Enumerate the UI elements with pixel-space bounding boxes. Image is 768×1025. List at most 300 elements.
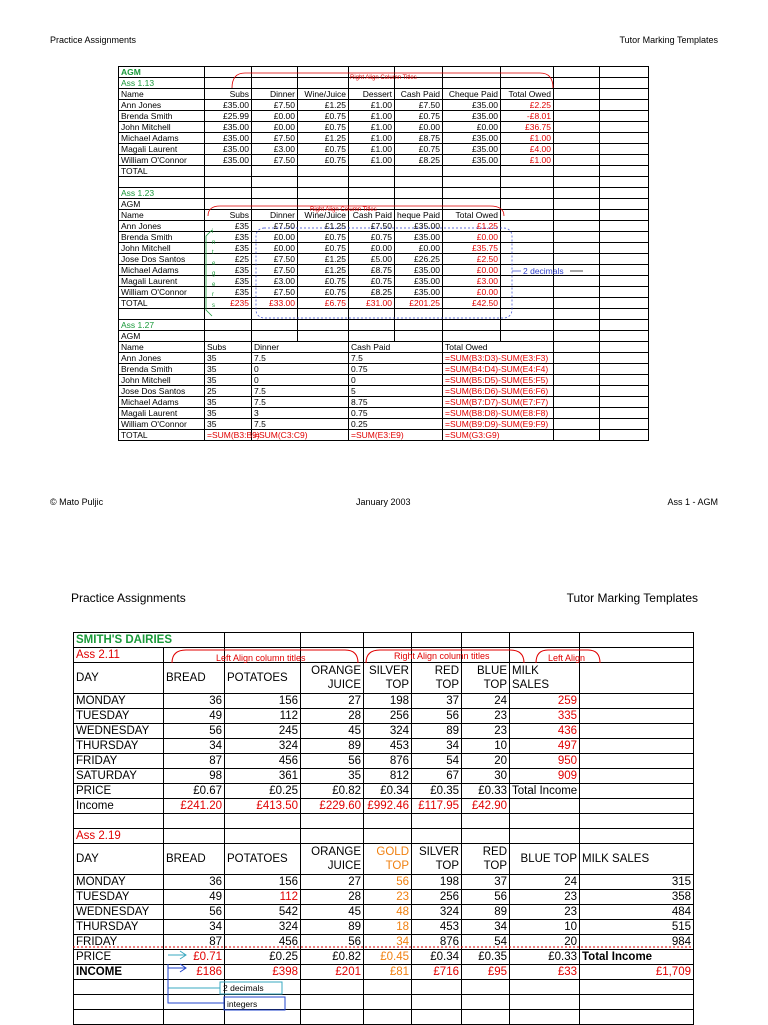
empty-cell: [554, 133, 600, 144]
empty-cell: [164, 995, 225, 1010]
p2-day: FRIDAY: [74, 935, 164, 950]
header-row: [74, 844, 694, 875]
t3-cell: William O'Connor: [119, 419, 205, 430]
t2-cell: £7.50: [252, 221, 298, 232]
empty-cell: [349, 166, 395, 177]
empty-cell: [554, 78, 600, 89]
p2-t1-price: £0.25: [225, 784, 301, 799]
t3-cell: 7.5: [252, 419, 349, 430]
table-row: [119, 122, 649, 133]
p2-t2-income: £716: [412, 965, 462, 980]
t2-cell: £2.50: [443, 254, 501, 265]
empty-cell: [554, 287, 600, 298]
empty-cell: [554, 309, 600, 320]
empty-cell: [298, 331, 349, 342]
t2-cell: £7.50: [252, 254, 298, 265]
t1-cell: £0.00: [252, 122, 298, 133]
t2-col-header: Subs: [205, 210, 252, 221]
header-row: [74, 663, 694, 694]
p2-t1-col-header: RED TOP: [412, 663, 462, 694]
t2-col-header: Name: [119, 210, 205, 221]
t3-cell: 3: [252, 408, 349, 419]
t3-cell: 35: [205, 375, 252, 386]
p2-t1-col-header: MILK SALES: [510, 663, 580, 694]
p2-t1-cell: 54: [412, 754, 462, 769]
t1-cell: £7.50: [395, 100, 443, 111]
empty-cell: [554, 177, 600, 188]
p2-t2-col-header: BLUE TOP: [510, 844, 580, 875]
empty-cell: [554, 144, 600, 155]
p2-t1-cell: 49: [164, 709, 225, 724]
table-row: [119, 276, 649, 287]
empty-cell: [600, 243, 649, 254]
empty-cell: [501, 67, 554, 78]
t3-total-cell: =SUM(C3:C9): [252, 430, 349, 441]
empty-cell: [298, 320, 349, 331]
p2-t1-cell: 456: [225, 754, 301, 769]
empty-cell: [364, 980, 412, 995]
table-row: [119, 155, 649, 166]
empty-cell: [443, 67, 501, 78]
row: [74, 829, 694, 844]
empty-cell: [412, 633, 462, 648]
vertical-letter: r: [212, 292, 214, 298]
blank-row: [74, 995, 694, 1010]
p2-t2-cell: 45: [301, 905, 364, 920]
empty-cell: [501, 331, 554, 342]
empty-cell: [600, 320, 649, 331]
p2-t1-price: £0.35: [412, 784, 462, 799]
p2-t2-cell: 49: [164, 890, 225, 905]
header-row: [119, 210, 649, 221]
t3-cell: =SUM(B4:D4)-SUM(E4:F4): [443, 364, 554, 375]
p2-t2-cell: 515: [580, 920, 694, 935]
empty-cell: [554, 364, 600, 375]
empty-cell: [462, 829, 510, 844]
empty-cell: [554, 430, 600, 441]
p2-t1-cell: 361: [225, 769, 301, 784]
empty-cell: [74, 980, 164, 995]
table-row: [119, 430, 649, 441]
table-row: [119, 287, 649, 298]
vertical-letter: e: [212, 281, 216, 288]
t3-cell: 35: [205, 419, 252, 430]
table-row: [119, 111, 649, 122]
t2-cell: £8.75: [349, 265, 395, 276]
p2-t1-cell: 259: [510, 694, 580, 709]
p2-t1-cell: 198: [364, 694, 412, 709]
p2-day: TUESDAY: [74, 890, 164, 905]
t1-name: Brenda Smith: [119, 111, 205, 122]
t1-cell: £0.75: [298, 144, 349, 155]
t1-cell: -£8.01: [501, 111, 554, 122]
empty-cell: [205, 188, 252, 199]
total-row: [119, 298, 649, 309]
p2-t2-income: £81: [364, 965, 412, 980]
t3-cell: =SUM(B7:D7)-SUM(E7:F7): [443, 397, 554, 408]
t2-decimals-note: 2 decimals: [523, 266, 564, 276]
p2-t1-price: Total Income: [510, 784, 580, 799]
empty-cell: [600, 188, 649, 199]
t2-name: Ann Jones: [119, 221, 205, 232]
total-row: [119, 166, 649, 177]
empty-cell: [252, 309, 298, 320]
t3-cell: 0: [252, 364, 349, 375]
empty-cell: [501, 287, 554, 298]
empty-cell: [252, 166, 298, 177]
empty-cell: [554, 210, 600, 221]
t1-cell: £0.75: [395, 144, 443, 155]
empty-cell: [554, 243, 600, 254]
t1-cell: £25.99: [205, 111, 252, 122]
p2-t1-cell: 245: [225, 724, 301, 739]
empty-cell: [600, 265, 649, 276]
t2-col-header: Cash Paid: [349, 210, 395, 221]
empty-cell: [580, 799, 694, 814]
empty-cell: [462, 633, 510, 648]
t3-cell: 0: [349, 375, 443, 386]
empty-cell: [554, 155, 600, 166]
t1-cell: £35.00: [443, 155, 501, 166]
p2-t1-col-header: POTATOES: [225, 663, 301, 694]
p2-decimals-note: 2 decimals: [223, 983, 264, 993]
p2-t2-cell: 358: [580, 890, 694, 905]
p2-t2-col-header: GOLD TOP: [364, 844, 412, 875]
p2-t1-cell: 36: [164, 694, 225, 709]
p2-t1-label: Ass 2.11: [74, 648, 164, 663]
t2-cell: £0.75: [298, 276, 349, 287]
empty-cell: [580, 648, 694, 663]
p2-t2-cell: 315: [580, 875, 694, 890]
empty-cell: [462, 980, 510, 995]
table-row: [74, 890, 694, 905]
t1-cell: £35.00: [443, 111, 501, 122]
empty-cell: [600, 254, 649, 265]
p2-t1-cell: 436: [510, 724, 580, 739]
empty-cell: [600, 177, 649, 188]
empty-cell: [412, 995, 462, 1010]
p2-t1-cell: 67: [412, 769, 462, 784]
empty-cell: [252, 188, 298, 199]
empty-cell: [252, 331, 298, 342]
empty-cell: [301, 814, 364, 829]
row: [119, 331, 649, 342]
p2-t2-income: £1,709: [580, 965, 694, 980]
t1-cell: £36.75: [501, 122, 554, 133]
t1-cell: £35.00: [443, 100, 501, 111]
empty-cell: [349, 331, 395, 342]
t3-col-header: Subs: [205, 342, 252, 353]
p2-t1-cell: 56: [412, 709, 462, 724]
p2-day: THURSDAY: [74, 920, 164, 935]
p2-t2-cell: 256: [412, 890, 462, 905]
income-row: [74, 799, 694, 814]
p2-t1-cell: 23: [462, 709, 510, 724]
t1-col-header: Dinner: [252, 89, 298, 100]
empty-cell: [501, 320, 554, 331]
table-row: [74, 709, 694, 724]
t3-cell: 25: [205, 386, 252, 397]
empty-cell: [554, 188, 600, 199]
empty-cell: [600, 210, 649, 221]
t2-total-cell: TOTAL: [119, 298, 205, 309]
empty-cell: [252, 177, 298, 188]
empty-cell: [554, 100, 600, 111]
blank-row: [119, 309, 649, 320]
empty-cell: [510, 829, 580, 844]
t2-cell: £35: [205, 221, 252, 232]
table-row: [74, 920, 694, 935]
p2-t2-cell: 324: [412, 905, 462, 920]
empty-cell: [554, 254, 600, 265]
p2-t1-cell: 950: [510, 754, 580, 769]
t2-name: Michael Adams: [119, 265, 205, 276]
empty-cell: [554, 232, 600, 243]
empty-cell: [554, 166, 600, 177]
t3-total-cell: TOTAL: [119, 430, 205, 441]
p2-t2-cell: 54: [462, 935, 510, 950]
p2-t2-label: Ass 2.19: [74, 829, 164, 844]
t2-cell: £7.50: [252, 287, 298, 298]
empty-cell: [225, 814, 301, 829]
t1-col-header: Dessert: [349, 89, 395, 100]
t3-cell: 35: [205, 397, 252, 408]
t1-cell: £1.00: [349, 122, 395, 133]
empty-cell: [252, 199, 298, 210]
t2-cell: £5.00: [349, 254, 395, 265]
p2-t2-cell: 37: [462, 875, 510, 890]
p2-t1-cell: 453: [364, 739, 412, 754]
empty-cell: [225, 633, 301, 648]
p2-t1-cell: 28: [301, 709, 364, 724]
empty-cell: [164, 980, 225, 995]
t3-cell: 35: [205, 408, 252, 419]
empty-cell: [554, 397, 600, 408]
p2-t2-cell: 156: [225, 875, 301, 890]
t3-cell: 35: [205, 364, 252, 375]
t1-name: Michael Adams: [119, 133, 205, 144]
t3-total-cell: =SUM(E3:E9): [349, 430, 443, 441]
table-row: [119, 353, 649, 364]
t1-name: William O'Connor: [119, 155, 205, 166]
empty-cell: [510, 980, 580, 995]
empty-cell: [580, 995, 694, 1010]
empty-cell: [554, 111, 600, 122]
empty-cell: [443, 331, 501, 342]
empty-cell: [205, 331, 252, 342]
t3-cell: Michael Adams: [119, 397, 205, 408]
empty-cell: [501, 177, 554, 188]
t1-cell: £35.00: [205, 133, 252, 144]
p2-t2-cell: 542: [225, 905, 301, 920]
t2-cell: £35.00: [395, 232, 443, 243]
t3-cell: Jose Dos Santos: [119, 386, 205, 397]
p2-t1-cell: 34: [164, 739, 225, 754]
empty-cell: [501, 232, 554, 243]
p2-t2-cell: 198: [412, 875, 462, 890]
p2-t1-income: £229.60: [301, 799, 364, 814]
empty-cell: [501, 243, 554, 254]
vertical-letter: s: [212, 302, 215, 309]
t3-cell: John Mitchell: [119, 375, 205, 386]
p2-t1-income: £241.20: [164, 799, 225, 814]
t1-cell: £35.00: [205, 155, 252, 166]
p2-t2-price: £0.35: [462, 950, 510, 965]
empty-cell: [501, 309, 554, 320]
vertical-letter: g: [212, 271, 216, 277]
p2-t1-cell: 45: [301, 724, 364, 739]
empty-cell: [501, 199, 554, 210]
t2-name: John Mitchell: [119, 243, 205, 254]
p2-t1-cell: 909: [510, 769, 580, 784]
empty-cell: [252, 320, 298, 331]
empty-cell: [580, 739, 694, 754]
t1-cell: £1.25: [298, 133, 349, 144]
t1-cell: £8.25: [395, 155, 443, 166]
empty-cell: [349, 320, 395, 331]
p2-t2-col-header: MILK SALES: [580, 844, 694, 875]
t1-cell: £35.00: [205, 144, 252, 155]
empty-cell: [554, 221, 600, 232]
empty-cell: [364, 829, 412, 844]
t1-name: Ann Jones: [119, 100, 205, 111]
p2-t2-cell: 453: [412, 920, 462, 935]
p2-t2-cell: 23: [510, 905, 580, 920]
empty-cell: [205, 166, 252, 177]
t1-cell: £1.00: [501, 133, 554, 144]
p2-t2-income: £398: [225, 965, 301, 980]
t3-cell: 7.5: [252, 397, 349, 408]
empty-cell: [395, 320, 443, 331]
p2-t2-cell: 484: [580, 905, 694, 920]
t2-cell: £1.25: [298, 254, 349, 265]
row: [119, 188, 649, 199]
empty-cell: [580, 663, 694, 694]
row: [119, 320, 649, 331]
p2-t2-cell: 36: [164, 875, 225, 890]
table-row: [74, 875, 694, 890]
empty-cell: [554, 320, 600, 331]
empty-cell: [600, 122, 649, 133]
p2-t1-price: £0.67: [164, 784, 225, 799]
empty-cell: [600, 298, 649, 309]
table-row: [119, 254, 649, 265]
empty-cell: [600, 397, 649, 408]
p2-t2-cell: 20: [510, 935, 580, 950]
t3-cell: 7.5: [252, 386, 349, 397]
t3-cell: 7.5: [252, 353, 349, 364]
empty-cell: [600, 166, 649, 177]
empty-cell: [554, 386, 600, 397]
t1-cell: £1.00: [349, 100, 395, 111]
empty-cell: [462, 1010, 510, 1025]
t2-cell: £3.00: [443, 276, 501, 287]
p2-t2-cell: 89: [462, 905, 510, 920]
p2-t2-income: £95: [462, 965, 510, 980]
t2-cell: £35: [205, 232, 252, 243]
t2-cell: £1.25: [298, 221, 349, 232]
empty-cell: [252, 78, 298, 89]
t2-cell: £35: [205, 287, 252, 298]
empty-cell: [412, 980, 462, 995]
empty-cell: [501, 78, 554, 89]
t1-cell: £0.00: [443, 122, 501, 133]
p2-day: WEDNESDAY: [74, 724, 164, 739]
p2-t1-cell: 56: [301, 754, 364, 769]
p2-t1-col-header: DAY: [74, 663, 164, 694]
t2-cell: £0.00: [443, 287, 501, 298]
empty-cell: [205, 309, 252, 320]
t1-cell: £1.25: [298, 100, 349, 111]
t2-cell: £0.00: [443, 232, 501, 243]
empty-cell: [501, 166, 554, 177]
row: [74, 648, 694, 663]
p2-t1-col-header: BREAD: [164, 663, 225, 694]
empty-cell: [164, 1010, 225, 1025]
empty-cell: [510, 1010, 580, 1025]
t1-cell: £2.25: [501, 100, 554, 111]
t1-cell: £35.00: [205, 100, 252, 111]
table-row: [119, 408, 649, 419]
empty-cell: [600, 276, 649, 287]
empty-cell: [298, 78, 349, 89]
empty-cell: [580, 980, 694, 995]
p2-t2-cell: 34: [462, 920, 510, 935]
empty-cell: [600, 89, 649, 100]
income-row: [74, 965, 694, 980]
empty-cell: [600, 67, 649, 78]
empty-cell: [119, 309, 205, 320]
p2-t2-cell: 34: [164, 920, 225, 935]
t2-total-cell: £33.00: [252, 298, 298, 309]
empty-cell: [443, 320, 501, 331]
t3-cell: Magali Laurent: [119, 408, 205, 419]
t2-label: Ass 1.23: [119, 188, 205, 199]
empty-cell: [501, 298, 554, 309]
t2-total-cell: £31.00: [349, 298, 395, 309]
t3-cell: =SUM(B8:D8)-SUM(E8:F8): [443, 408, 554, 419]
p2-t2-cell: 23: [510, 890, 580, 905]
p2-t2-cell: 24: [510, 875, 580, 890]
empty-cell: [501, 276, 554, 287]
empty-cell: [600, 287, 649, 298]
p2-day: THURSDAY: [74, 739, 164, 754]
empty-cell: [364, 814, 412, 829]
blank-row: [74, 1010, 694, 1025]
p2-t2-price: £0.82: [301, 950, 364, 965]
empty-cell: [443, 199, 501, 210]
t3-cell: =SUM(B9:D9)-SUM(E9:F9): [443, 419, 554, 430]
t3-col-header: Cash Paid: [349, 342, 443, 353]
p2-t1-cell: 23: [462, 724, 510, 739]
empty-cell: [554, 375, 600, 386]
t1-col-header: Cash Paid: [395, 89, 443, 100]
empty-cell: [301, 995, 364, 1010]
p2-t1-cell: 812: [364, 769, 412, 784]
empty-cell: [462, 814, 510, 829]
t1-cell: £4.00: [501, 144, 554, 155]
empty-cell: [412, 814, 462, 829]
t3-cell: 35: [205, 353, 252, 364]
empty-cell: [443, 166, 501, 177]
empty-cell: [510, 799, 580, 814]
t2-cell: £35.00: [395, 276, 443, 287]
t1-name: John Mitchell: [119, 122, 205, 133]
t1-cell: £0.75: [298, 122, 349, 133]
t1-cell: £3.00: [252, 144, 298, 155]
t2-cell: £8.25: [349, 287, 395, 298]
t1-cell: £8.75: [395, 133, 443, 144]
